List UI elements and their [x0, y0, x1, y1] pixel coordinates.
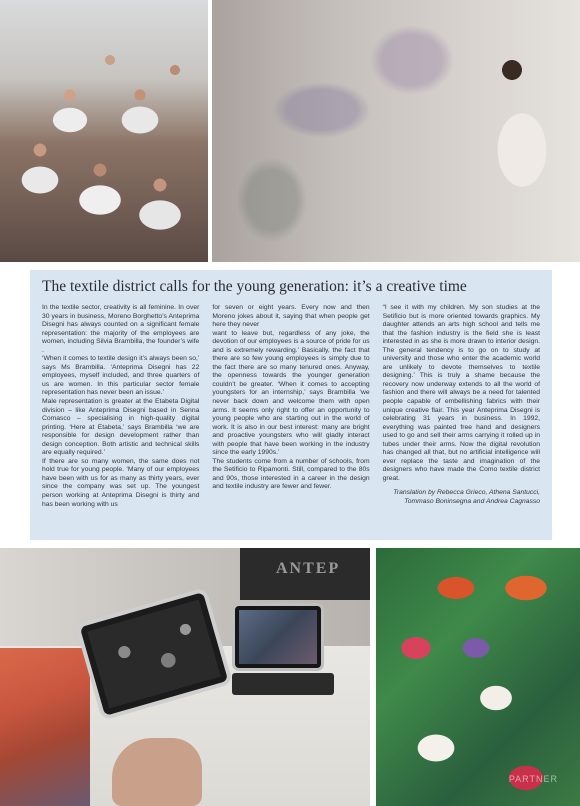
- tablet-left-screen: [87, 600, 221, 709]
- bag: [240, 548, 370, 600]
- keyboard: [232, 673, 334, 695]
- fabric-pile: [0, 648, 90, 806]
- bag-lettering: ANTEP: [276, 560, 341, 577]
- paragraph: ‘When it comes to textile design it’s always been so,’ says Ms Brambilla. ‘Anteprima Disegni has 22 employees, myself included, and three quarters of us are women. In this particular sector female representation has never been an issue.’: [42, 355, 200, 397]
- paragraph: The students come from a number of schools, from the Setificio to Ripamonti. Still, compared to the 80s and 90s, those interested in a career in the design and textile industry are fewer and fewer.: [212, 457, 370, 491]
- article-column-2: [212, 304, 369, 534]
- article-columns: [42, 304, 540, 534]
- translation-credit: Translation by Rebecca Grieco, Athena Santucci, Tommaso Boninsegna and Andrea Cagnasso: [393, 489, 540, 506]
- team-photo: [0, 0, 208, 262]
- article-column-3: [383, 304, 540, 534]
- paragraph: “I see it with my children. My son studies at the Setificio but is more oriented towards graphics. My daughter attends an arts high school and tells me that the fashion industry is the field she is least interested in as she is more drawn to interior design. The general tendency is to go on to study at university and those who enter the academic world are unlikely to devote themselves to textile designing.’ This is truly a shame because the recovery now underway extends to all the world of fashion and there will always be a need for talented people capable of embellishing fabrics with their unique creative flair. This year Anteprima Disegni is celebrating 31 years in business. In 1992, everything was painted free hand and designers used to go and sell their arms carrying it rolled up in tubes under their arms. Now the digital revolution has changed all that, but no artificial intelligence will ever replace the taste and imagination of the designers who have made the Como textile district great.: [382, 304, 540, 482]
- paragraph: Male representation is greater at the Etabeta Digital division – like Anteprima Disegni based in Senna Comasco – specialising in high-quality digital printing. ‘Here at Etabeta,’ says Brambilla ‘we are responsible for design development rather than design conception. Both artistic and technical skills are equally required.’: [42, 398, 200, 457]
- paragraph: for seven or eight years. Every now and then Moreno jokes about it, saying that when people get here they never: [212, 304, 370, 329]
- article-panel: [30, 270, 552, 540]
- paragraph: In the textile sector, creativity is all feminine. In over 30 years in business, Moreno Borghetto’s Anteprima Disegni has always counted on a significant female representation: the majority of the employees are women, including Silvia Brambilla, the founder’s wife .: [42, 304, 200, 354]
- article-headline: The textile district calls for the young generation: it’s a creative time: [42, 278, 467, 295]
- painter-photo: [212, 0, 580, 262]
- tablet-right-screen: [239, 610, 317, 664]
- hand: [112, 738, 202, 806]
- paragraph: If there are so many women, the same does not hold true for young people. ‘Many of our employees have been with us for as many as thirty years, ever since the company was set up. The youngest person working at Anteprima Disegni is thirty and has been working with us: [42, 457, 200, 508]
- paragraph: want to leave but, regardless of any joke, the devotion of our employees is a source of pride for us and is extremely rewarding.’ Basically, the fact that there are so few young employees is simply due to the fact there are so many tenured ones. Anyway, the openness towards the younger generation couldn’t be greater. ‘When it comes to accepting youngsters for an internship,’ says Brambilla ‘we never back down and welcome them with open arms. It seems only right to offer an opportunity to young people who are starting out in the world of work. It is also in our best interest: many are bright and proactive youngsters who will gladly interact with people that have been working in the industry since the early 1990s.’: [212, 329, 370, 457]
- floral-print-photo: [376, 548, 580, 806]
- tablet-right: [235, 606, 321, 668]
- tablets-photo: [0, 548, 370, 806]
- article-column-1: [42, 304, 199, 534]
- tablet-left: [80, 592, 228, 716]
- watermark: PARTNER: [508, 774, 558, 784]
